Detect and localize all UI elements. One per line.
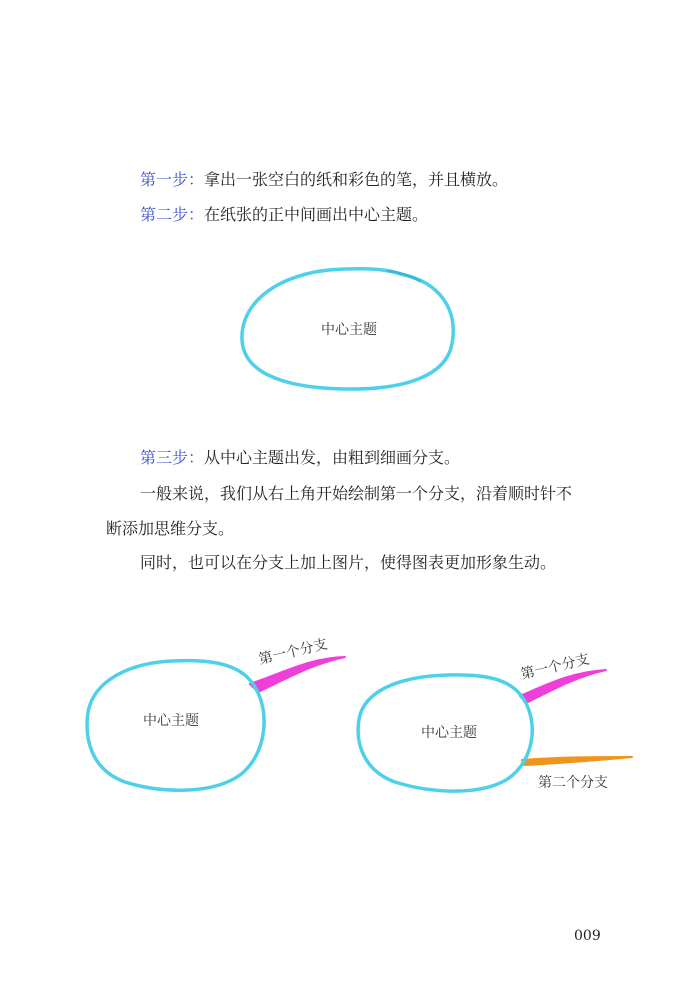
right-central-topic-label: 中心主题: [421, 725, 477, 741]
left-branch-one-label: 第一个分支: [257, 636, 330, 668]
paragraph-clockwise-line-1: 一般来说，我们从右上角开始绘制第一个分支，沿着顺时针不: [140, 484, 573, 503]
paragraph-clockwise-line-2: 断添加思维分支。: [106, 519, 235, 538]
step-1-text: 拿出一张空白的纸和彩色的笔，并且横放。: [204, 170, 509, 189]
step-3-label: 第三步：: [140, 448, 205, 467]
step-2-text: 在纸张的正中间画出中心主题。: [204, 205, 429, 224]
right-branch-one-label: 第一个分支: [519, 651, 592, 683]
step-2-label: 第二步：: [140, 205, 205, 224]
right-branch-two-label: 第二个分支: [538, 775, 608, 791]
page-number: 009: [574, 928, 601, 944]
step-3-text: 从中心主题出发，由粗到细画分支。: [204, 448, 461, 467]
right-branch-two: [522, 757, 632, 765]
top-central-topic-diagram: [242, 269, 453, 389]
step-1-label: 第一步：: [140, 170, 205, 189]
two-branch-diagram: [358, 651, 632, 792]
top-central-topic-label: 中心主题: [321, 322, 377, 338]
single-branch-diagram: [87, 636, 345, 791]
left-central-topic-label: 中心主题: [143, 713, 199, 729]
paragraph-images-tip: 同时，也可以在分支上加上图片，使得图表更加形象生动。: [140, 553, 557, 572]
